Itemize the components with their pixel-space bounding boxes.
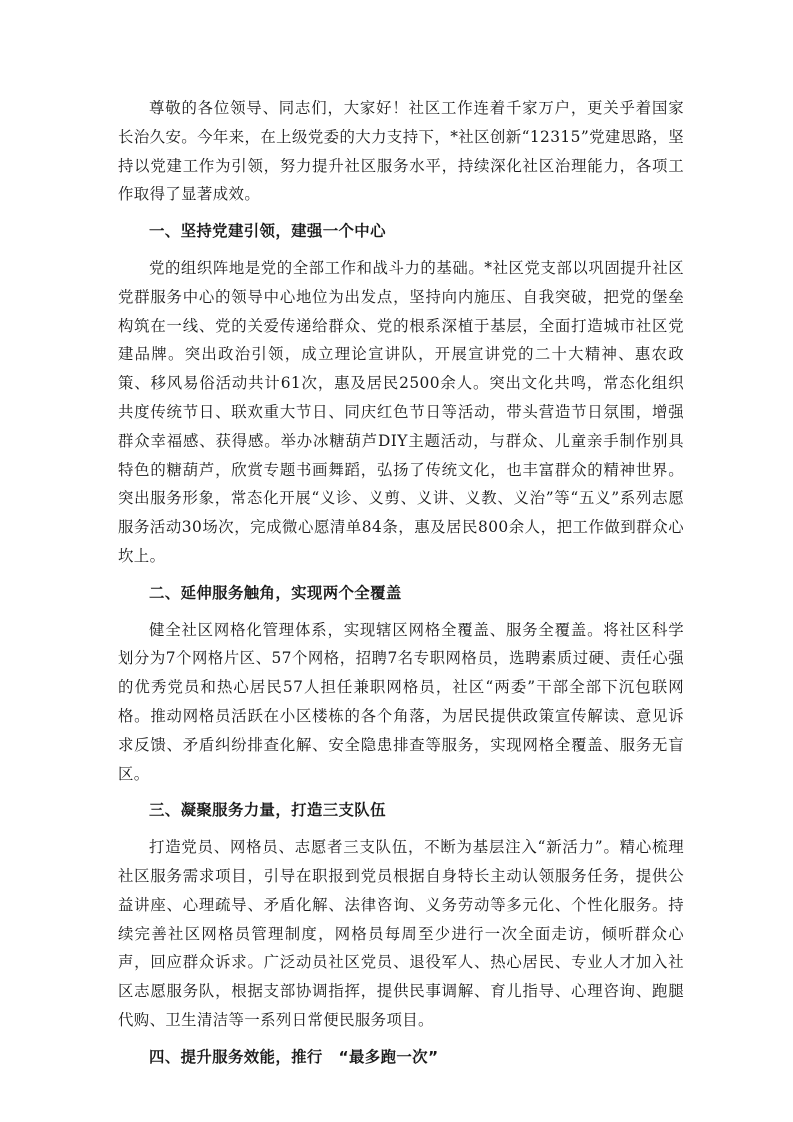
section-1-heading: 一、坚持党建引领，建强一个中心 [149,222,386,241]
section-3-paragraph: 打造党员、网格员、志愿者三支队伍，不断为基层注入“新活力”。精心梳理社区服务需求项目，引导在职报到党员根据自身特长主动认领服务任务，提供公益讲座、心理疏导、矛盾化解、法律咨询、义务劳动等多元化、个性化服务。持续完善社区网格员管理制度，网格员每周至少进行一次全面走访，倾听群众心声，回应群众诉求。广泛动员社区党员、退役军人、热心居民、专业人才加入社区志愿服务队，根据支部协调指挥，提供民事调解、育儿指导、心理咨询、跑腿代购、卫生清洁等一系列日常便民服务项目。 [118,838,684,1029]
intro-paragraph: 尊敬的各位领导、同志们，大家好！社区工作连着千家万户，更关乎着国家长治久安。今年来，在上级党委的大力支持下，*社区创新“12315”党建思路，坚持以党建工作为引领，努力提升社区服务水平，持续深化社区治理能力，各项工作取得了显著成效。 [118,99,684,204]
section-3-heading: 三、凝聚服务力量，打造三支队伍 [149,801,386,820]
section-2-heading: 二、延伸服务触角，实现两个全覆盖 [149,583,402,602]
section-2-paragraph: 健全社区网格化管理体系，实现辖区网格全覆盖、服务全覆盖。将社区科学划分为7个网格片区、57个网格，招聘7名专职网格员，选聘素质过硬、责任心强的优秀党员和热心居民57人担任兼职网格员，社区“两委”干部全部下沉包联网格。推动网格员活跃在小区楼栋的各个角落，为居民提供政策宣传解读、意见诉求反馈、矛盾纠纷排查化解、安全隐患排查等服务，实现网格全覆盖、服务无盲区。 [118,620,684,783]
section-1-paragraph: 党的组织阵地是党的全部工作和战斗力的基础。*社区党支部以巩固提升社区党群服务中心的领导中心地位为出发点，坚持向内施压、自我突破，把党的堡垒构筑在一线、党的关爱传递给群众、党的根系深植于基层，全面打造城市社区党建品牌。突出政治引领，成立理论宣讲队，开展宣讲党的二十大精神、惠农政策、移风易俗活动共计61次，惠及居民2500余人。突出文化共鸣，常态化组织共度传统节日、联欢重大节日、同庆红色节日等活动，带头营造节日氛围，增强群众幸福感、获得感。举办冰糖葫芦DIY主题活动，与群众、儿童亲手制作别具特色的糖葫芦，欣赏专题书画舞蹈，弘扬了传统文化，也丰富群众的精神世界。突出服务形象，常态化开展“义诊、义剪、义讲、义教、义治”等“五义”系列志愿服务活动30场次，完成微心愿清单84条，惠及居民800余人，把工作做到群众心坎上。 [118,258,684,565]
document-page [118,94,684,1080]
section-4-heading: 四、提升服务效能，推行 “最多跑一次” [149,1047,439,1066]
